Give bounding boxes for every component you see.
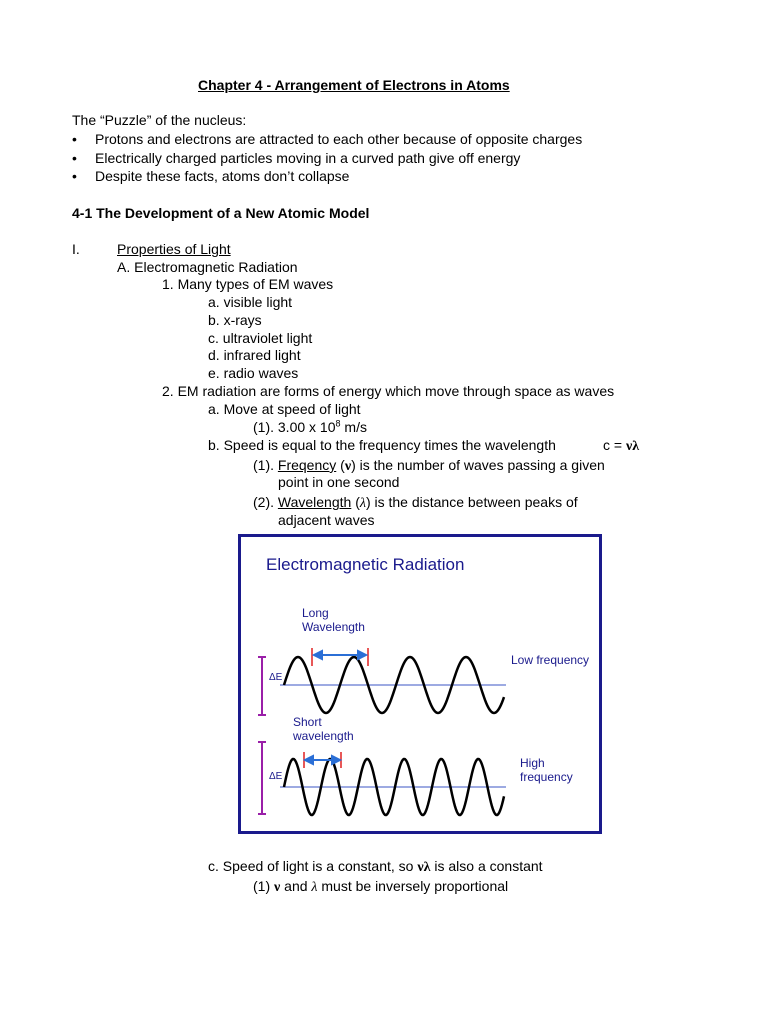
formula-prefix: c = <box>603 437 626 453</box>
high-frequency-label-2: frequency <box>520 770 573 784</box>
wavelength-definition-cont: adjacent waves <box>278 512 375 528</box>
outline-roman-title: Properties of Light <box>117 241 231 257</box>
list-item: Electrically charged particles moving in a curved path give off energy <box>95 150 521 166</box>
b2-open: ( <box>351 494 360 510</box>
bullet-glyph: • <box>72 168 77 184</box>
speed-prefix: (1). 3.00 x 10 <box>253 419 336 435</box>
b1-rest: ) is the number of waves passing a given <box>351 457 605 473</box>
short-wavelength-label-1: Short <box>293 715 322 729</box>
b1-prefix: (1). <box>253 457 278 473</box>
list-item: c. ultraviolet light <box>208 330 313 346</box>
lambda-symbol: λ <box>359 496 366 511</box>
wavelength-definition <box>253 493 578 513</box>
list-item: Despite these facts, atoms don’t collapse <box>95 168 350 184</box>
b1-open: ( <box>336 457 345 473</box>
outline-roman-numeral: I. <box>72 241 80 257</box>
c1-rest: must be inversely proportional <box>317 878 509 894</box>
high-frequency-label-1: High <box>520 756 545 770</box>
intro-heading: The “Puzzle” of the nucleus: <box>72 112 247 128</box>
bullet-glyph: • <box>72 131 77 147</box>
delta-e-label-top: ΔE <box>269 672 283 683</box>
speed-exponent: 8 <box>335 418 341 429</box>
c-rest: is also a constant <box>430 858 543 874</box>
page-title: Chapter 4 - Arrangement of Electrons in Atoms <box>198 77 510 93</box>
c1-nu: ν <box>274 880 281 895</box>
speed-unit: m/s <box>340 419 367 435</box>
outline-a-title: A. Electromagnetic Radiation <box>117 259 298 275</box>
figure-title: Electromagnetic Radiation <box>266 555 465 574</box>
c1-mid: and <box>280 878 312 894</box>
list-item: d. infrared light <box>208 347 301 363</box>
outline-item-2b: b. Speed is equal to the frequency times the wavelength <box>208 437 556 453</box>
list-item: e. radio waves <box>208 365 299 381</box>
formula-symbols: νλ <box>625 439 640 454</box>
list-item: Protons and electrons are attracted to each other because of opposite charges <box>95 131 583 147</box>
speed-of-light-value <box>253 418 367 436</box>
list-item: b. x-rays <box>208 312 262 328</box>
delta-e-label-bottom: ΔE <box>269 771 283 782</box>
list-item: a. visible light <box>208 294 293 310</box>
low-frequency-label: Low frequency <box>511 653 590 667</box>
em-radiation-figure <box>238 534 602 834</box>
outline-item-2c1 <box>253 877 508 897</box>
wavelength-term: Wavelength <box>277 494 352 510</box>
outline-item-2: 2. EM radiation are forms of energy which move through space as waves <box>162 383 615 399</box>
b2-rest: ) is the distance between peaks of <box>365 494 578 510</box>
long-wavelength-label-1: Long <box>302 606 329 620</box>
outline-item-2a: a. Move at speed of light <box>208 401 361 417</box>
figure-frame <box>240 536 601 833</box>
bullet-glyph: • <box>72 150 77 166</box>
short-wavelength-label-2: wavelength <box>293 729 354 743</box>
long-wavelength-label-2: Wavelength <box>302 620 365 634</box>
c-symbols: νλ <box>417 860 431 875</box>
nu-symbol: ν <box>344 459 352 474</box>
outline-item-2c <box>208 857 543 877</box>
b2-prefix: (2). <box>253 494 278 510</box>
frequency-term: Freqency <box>277 457 337 473</box>
section-heading: 4-1 The Development of a New Atomic Model <box>72 205 370 221</box>
c1-prefix: (1) <box>253 878 274 894</box>
c1-lambda: λ <box>311 880 318 895</box>
outline-item-1: 1. Many types of EM waves <box>162 276 334 292</box>
speed-formula <box>603 436 639 456</box>
c-prefix: c. Speed of light is a constant, so <box>208 858 418 874</box>
frequency-definition-cont: point in one second <box>278 474 400 490</box>
